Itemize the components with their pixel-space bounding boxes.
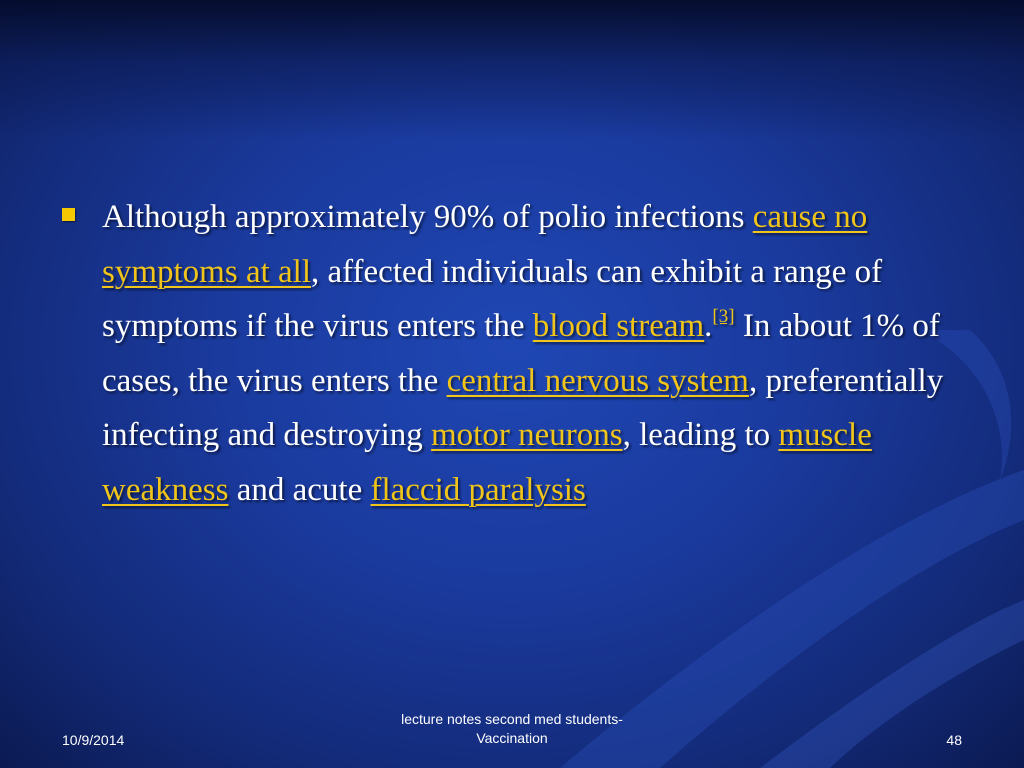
link-motor-neurons[interactable]: motor neurons	[431, 417, 623, 453]
reference-link[interactable]: [3]	[712, 306, 735, 327]
text-segment: and acute	[228, 471, 371, 508]
link-cause-no-symptoms[interactable]: cause no symptoms at all	[102, 199, 868, 290]
text-segment: Although approximately 90% of polio infections	[102, 199, 753, 235]
text-segment: In about 1% of cases, the virus enters the	[102, 308, 940, 399]
text-segment: , affected individuals can exhibit a range of symptoms if the virus enters the	[102, 253, 883, 344]
text-segment: .	[704, 308, 713, 344]
bullet-text	[102, 190, 962, 517]
text-segment: , leading to	[622, 417, 779, 453]
footer-title	[340, 710, 684, 748]
footer-title-line1: lecture notes second med students-	[401, 711, 623, 727]
bullet-item	[62, 190, 962, 517]
footer-title-line2: Vaccination	[476, 730, 548, 746]
link-muscle-weakness[interactable]: muscle weakness	[102, 417, 872, 508]
bullet-square-icon	[62, 208, 75, 221]
page-number: 48	[946, 732, 962, 748]
footer-date: 10/9/2014	[62, 732, 125, 748]
link-central-nervous-system[interactable]: central nervous system	[446, 362, 749, 399]
link-blood-stream[interactable]: blood stream	[532, 308, 705, 344]
text-segment: , preferentially infecting and destroying	[102, 362, 944, 453]
link-flaccid-paralysis[interactable]: flaccid paralysis	[370, 471, 586, 508]
